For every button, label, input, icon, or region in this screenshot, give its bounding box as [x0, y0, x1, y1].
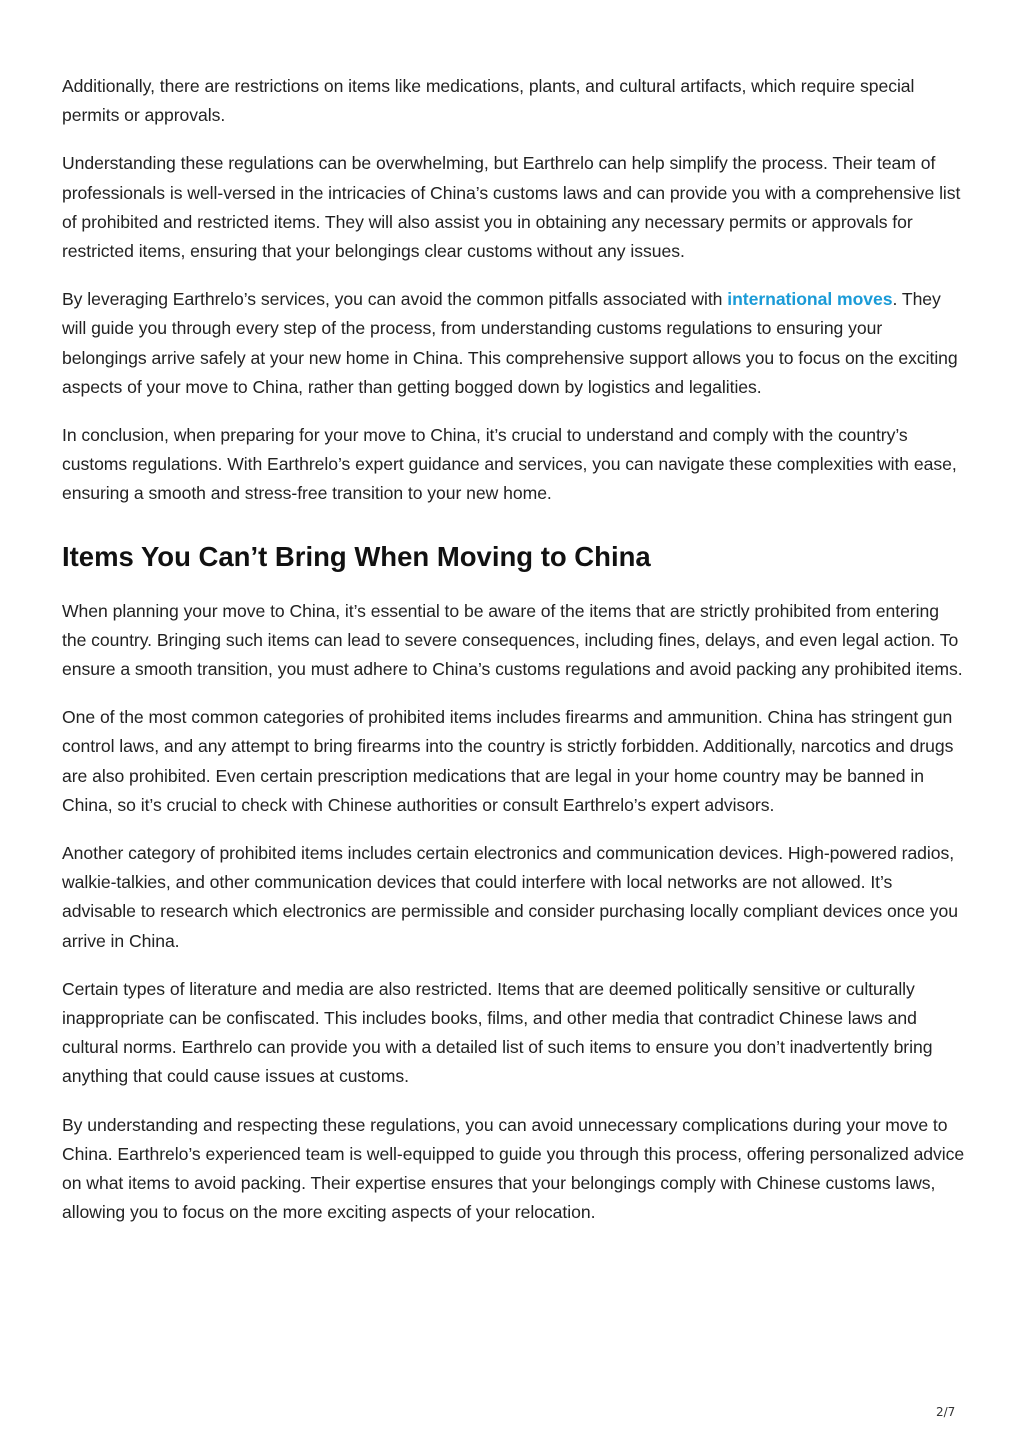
- paragraph-respecting-regulations: By understanding and respecting these regulations, you can avoid unnecessary complications during your move to China. Earthrelo’s experienced team is well-equipped to guide you through this process, offering personalized advice on what items to avoid packing. Their expertise ensures that your belongings comply with Chinese customs laws, allowing you to focus on the more exciting aspects of your relocation.: [62, 1114, 965, 1223]
- international-moves-link[interactable]: international moves: [727, 289, 893, 310]
- paragraph-electronics: Another category of prohibited items includes certain electronics and communication devices. High-powered radios, walkie-talkies, and other communication devices that could interfere with local networks are not allowed. It’s advisable to research which electronics are permissible and consider purchasing locally compliant devices once you arrive in China.: [62, 843, 958, 951]
- paragraph-leveraging-services: [62, 285, 966, 402]
- paragraph-conclusion: In conclusion, when preparing for your move to China, it’s crucial to understand and comply with the country’s customs regulations. With Earthrelo’s expert guidance and services, you can navigate these complexities with ease, ensuring a smooth and stress-free transition to your new home.: [62, 425, 957, 504]
- paragraph-understanding-regulations: Understanding these regulations can be overwhelming, but Earthrelo can help simplify the process. Their team of professionals is well-versed in the intricacies of China’s customs laws and can provide you with a comprehensive list of prohibited and restricted items. They will also assist you in obtaining any necessary permits or approvals for restricted items, ensuring that your belongings clear customs without any issues.: [62, 153, 961, 262]
- paragraph-planning-move: When planning your move to China, it’s essential to be aware of the items that are strictly prohibited from entering the country. Bringing such items can lead to severe consequences, including fines, delays, and even legal action. To ensure a smooth transition, you must adhere to China’s customs regulations and avoid packing any prohibited items.: [62, 600, 963, 680]
- paragraph-text-before-link: By leveraging Earthrelo’s services, you can avoid the common pitfalls associated with: [62, 289, 728, 310]
- page-number: 2/7: [936, 1405, 956, 1419]
- section-heading-items-you-cant-bring: Items You Can’t Bring When Moving to China: [62, 540, 651, 572]
- paragraph-firearms: One of the most common categories of prohibited items includes firearms and ammunition. China has stringent gun control laws, and any attempt to bring firearms into the country is strictly forbidden. Additionally, narcotics and drugs are also prohibited. Even certain prescription medications that are legal in your home country may be banned in China, so it’s crucial to check with Chinese authorities or consult Earthrelo’s expert advisors.: [62, 707, 954, 815]
- paragraph-restrictions: Additionally, there are restrictions on items like medications, plants, and cultural artifacts, which require special permits or approvals.: [62, 76, 915, 126]
- article-body: [62, 72, 966, 1247]
- paragraph-text-after-link: . They will guide you through every step of the process, from understanding customs regulations to ensuring your belongings arrive safely at your new home in China. This comprehensive support allows you to focus on the exciting aspects of your move to China, rather than getting bogged down by logistics and legalities.: [62, 289, 958, 397]
- paragraph-literature-media: Certain types of literature and media are also restricted. Items that are deemed politically sensitive or culturally inappropriate can be confiscated. This includes books, films, and other media that contradict Chinese laws and cultural norms. Earthrelo can provide you with a detailed list of such items to ensure you don’t inadvertently bring anything that could cause issues at customs.: [62, 978, 933, 1087]
